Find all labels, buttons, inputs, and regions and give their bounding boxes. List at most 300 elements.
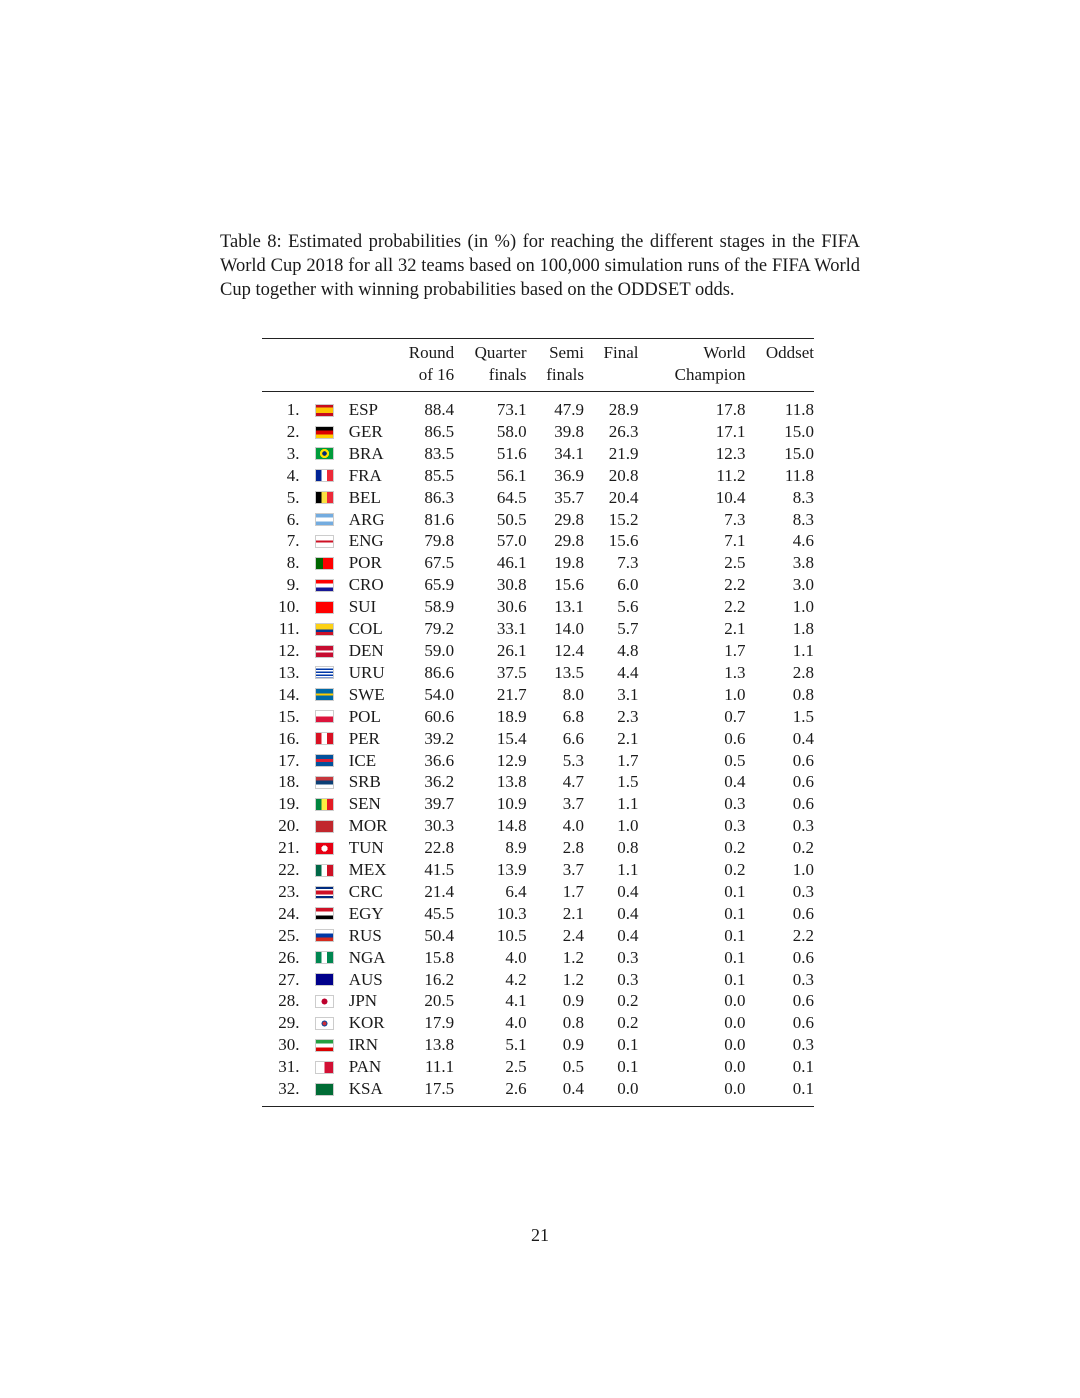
rank-cell: 29. [278, 1013, 300, 1033]
quarter-finals-value: 4.0 [505, 947, 527, 967]
oddset-value: 0.4 [792, 728, 814, 748]
round-of-16-value: 17.9 [424, 1013, 455, 1033]
rank-cell: 18. [278, 772, 300, 792]
table-row [262, 706, 814, 728]
rank-cell: 1. [286, 400, 300, 419]
world-champion-value: 0.0 [724, 991, 746, 1011]
world-champion-value: 1.0 [724, 684, 746, 704]
rank-cell: 5. [286, 487, 300, 507]
round-of-16-value: 36.6 [424, 750, 455, 770]
quarter-finals-value: 8.9 [505, 838, 527, 858]
flag-icon [315, 688, 334, 701]
team-code: CRC [348, 881, 383, 901]
rank-cell: 7. [286, 531, 300, 551]
round-of-16-value: 86.6 [424, 662, 455, 682]
team-code: URU [348, 662, 385, 682]
team-code: ENG [348, 531, 384, 551]
quarter-finals-value: 13.9 [496, 860, 527, 880]
world-champion-value: 0.1 [724, 969, 746, 989]
oddset-value: 0.1 [792, 1079, 814, 1099]
final-value: 20.8 [608, 465, 639, 485]
table-row [262, 990, 814, 1012]
team-code: GER [348, 421, 383, 441]
quarter-finals-value: 33.1 [496, 619, 527, 639]
flag-cell [300, 640, 349, 662]
table-body [262, 392, 814, 1107]
oddset-value: 0.3 [792, 969, 814, 989]
round-of-16-value: 81.6 [424, 509, 455, 529]
round-of-16-value: 50.4 [424, 925, 455, 945]
semi-finals-value: 0.4 [562, 1079, 585, 1099]
table-row [262, 793, 814, 815]
semi-finals-value: 35.7 [554, 487, 585, 507]
flag-cell [300, 947, 349, 969]
semi-finals-value: 14.0 [554, 619, 585, 639]
round-of-16-value: 17.5 [424, 1079, 455, 1099]
world-champion-value: 2.2 [724, 575, 746, 595]
team-code: POR [348, 553, 382, 573]
quarter-finals-value: 12.9 [496, 750, 527, 770]
final-value: 6.0 [617, 575, 639, 595]
world-champion-value: 1.3 [724, 662, 746, 682]
rank-cell: 3. [286, 443, 300, 463]
semi-finals-value: 0.8 [562, 1013, 585, 1033]
flag-cell [300, 1078, 349, 1106]
oddset-value: 0.6 [792, 794, 814, 814]
rank-cell: 13. [278, 662, 300, 682]
team-code: BEL [348, 487, 381, 507]
final-value: 5.6 [617, 597, 639, 617]
oddset-value: 0.6 [792, 772, 814, 792]
world-champion-value: 0.0 [724, 1035, 746, 1055]
quarter-finals-value: 46.1 [496, 553, 527, 573]
page-number: 21 [531, 1225, 549, 1245]
quarter-finals-value: 2.6 [505, 1079, 527, 1099]
quarter-finals-value: 6.4 [505, 881, 527, 901]
table-row [262, 443, 814, 465]
world-champion-value: 0.1 [724, 903, 746, 923]
round-of-16-value: 21.4 [424, 881, 455, 901]
table-row [262, 465, 814, 487]
final-value: 26.3 [608, 421, 639, 441]
flag-icon [315, 1039, 334, 1052]
rank-cell: 10. [278, 597, 300, 617]
team-code: PAN [348, 1057, 382, 1077]
oddset-value: 11.8 [784, 400, 814, 419]
flag-icon [315, 754, 334, 767]
final-value: 7.3 [617, 553, 639, 573]
flag-icon [315, 645, 334, 658]
table-row [262, 684, 814, 706]
world-champion-value: 0.5 [724, 750, 746, 770]
flag-cell [300, 552, 349, 574]
world-champion-value: 0.0 [724, 1013, 746, 1033]
table-row [262, 859, 814, 881]
team-code: BRA [348, 443, 384, 463]
oddset-value: 2.8 [792, 662, 814, 682]
header-row [262, 339, 814, 392]
quarter-finals-value: 14.8 [496, 816, 527, 836]
table-row [262, 837, 814, 859]
table-row [262, 1078, 814, 1106]
world-champion-value: 2.2 [724, 597, 746, 617]
table-row [262, 618, 814, 640]
round-of-16-value: 59.0 [424, 640, 455, 660]
world-champion-value: 2.5 [724, 553, 746, 573]
quarter-finals-value: 4.2 [505, 969, 527, 989]
flag-icon [315, 447, 334, 460]
flag-cell [300, 771, 349, 793]
round-of-16-value: 45.5 [424, 903, 455, 923]
table-row [262, 969, 814, 991]
final-value: 0.1 [617, 1035, 639, 1055]
semi-finals-value: 8.0 [562, 684, 585, 704]
team-code: ICE [348, 750, 377, 770]
flag-icon [315, 886, 334, 899]
header-quarter-finals-line2: finals [488, 365, 527, 384]
quarter-finals-value: 58.0 [496, 421, 527, 441]
semi-finals-value: 29.8 [554, 531, 585, 551]
flag-icon [315, 710, 334, 723]
round-of-16-value: 20.5 [424, 991, 455, 1011]
quarter-finals-value: 5.1 [505, 1035, 527, 1055]
quarter-finals-value: 30.8 [496, 575, 527, 595]
semi-finals-value: 13.5 [554, 662, 585, 682]
final-value: 1.5 [617, 772, 639, 792]
round-of-16-value: 15.8 [424, 947, 455, 967]
header-semi-finals-line1: Semi [549, 343, 585, 362]
rank-cell: 2. [286, 421, 300, 441]
quarter-finals-value: 37.5 [496, 662, 527, 682]
oddset-value: 3.0 [792, 575, 814, 595]
semi-finals-value: 1.2 [562, 969, 585, 989]
flag-icon [315, 513, 334, 526]
flag-cell [300, 509, 349, 531]
semi-finals-value: 6.8 [562, 706, 585, 726]
header-flag [300, 339, 349, 392]
world-champion-value: 10.4 [715, 487, 746, 507]
round-of-16-value: 79.8 [424, 531, 455, 551]
team-code: FRA [348, 465, 382, 485]
team-code: COL [348, 619, 383, 639]
flag-icon [315, 864, 334, 877]
quarter-finals-value: 56.1 [496, 465, 527, 485]
round-of-16-value: 79.2 [424, 619, 455, 639]
quarter-finals-value: 50.5 [496, 509, 527, 529]
team-code: ESP [348, 400, 379, 419]
rank-cell: 11. [278, 619, 300, 639]
quarter-finals-value: 13.8 [496, 772, 527, 792]
semi-finals-value: 1.2 [562, 947, 585, 967]
quarter-finals-value: 2.5 [505, 1057, 527, 1077]
flag-cell [300, 530, 349, 552]
quarter-finals-value: 26.1 [496, 640, 527, 660]
flag-icon [315, 404, 334, 417]
oddset-value: 11.8 [784, 465, 814, 485]
table-row [262, 530, 814, 552]
table-row [262, 1056, 814, 1078]
quarter-finals-value: 10.3 [496, 903, 527, 923]
team-code: SRB [348, 772, 381, 792]
rank-cell: 31. [278, 1057, 300, 1077]
flag-icon [315, 426, 334, 439]
rank-cell: 30. [278, 1035, 300, 1055]
world-champion-value: 0.4 [724, 772, 746, 792]
flag-cell [300, 1056, 349, 1078]
round-of-16-value: 60.6 [424, 706, 455, 726]
rank-cell: 8. [286, 553, 300, 573]
quarter-finals-value: 4.0 [505, 1013, 527, 1033]
team-code: CRO [348, 575, 384, 595]
team-code: EGY [348, 903, 384, 923]
table-row [262, 392, 814, 421]
round-of-16-value: 22.8 [424, 838, 455, 858]
flag-cell [300, 392, 349, 421]
header-semi-finals-line2: finals [546, 365, 585, 384]
world-champion-value: 7.3 [724, 509, 746, 529]
oddset-value: 8.3 [792, 509, 814, 529]
oddset-value: 0.3 [792, 1035, 814, 1055]
semi-finals-value: 0.5 [562, 1057, 585, 1077]
world-champion-value: 0.2 [724, 860, 746, 880]
world-champion-value: 0.2 [724, 838, 746, 858]
flag-cell [300, 487, 349, 509]
table-row [262, 771, 814, 793]
header-final [584, 339, 638, 392]
final-value: 2.3 [617, 706, 639, 726]
semi-finals-value: 5.3 [562, 750, 585, 770]
flag-icon [315, 623, 334, 636]
final-value: 1.1 [617, 860, 639, 880]
header-team [349, 339, 406, 392]
world-champion-value: 0.3 [724, 816, 746, 836]
world-champion-value: 1.7 [724, 640, 746, 660]
semi-finals-value: 1.7 [562, 881, 585, 901]
final-value: 4.8 [617, 640, 639, 660]
flag-cell [300, 859, 349, 881]
oddset-value: 0.3 [792, 816, 814, 836]
flag-icon [315, 469, 334, 482]
oddset-value: 0.6 [792, 947, 814, 967]
table-row [262, 925, 814, 947]
table-row [262, 903, 814, 925]
oddset-value: 1.0 [792, 597, 814, 617]
round-of-16-value: 88.4 [424, 400, 455, 419]
team-code: PER [348, 728, 380, 748]
table-row [262, 662, 814, 684]
rank-cell: 17. [278, 750, 300, 770]
probability-table [262, 338, 814, 1107]
oddset-value: 2.2 [792, 925, 814, 945]
final-value: 0.0 [617, 1079, 639, 1099]
world-champion-value: 0.3 [724, 794, 746, 814]
world-champion-value: 11.2 [716, 465, 746, 485]
header-world-champion [638, 339, 745, 392]
round-of-16-value: 54.0 [424, 684, 455, 704]
final-value: 1.0 [617, 816, 639, 836]
rank-cell: 4. [286, 465, 300, 485]
quarter-finals-value: 10.9 [496, 794, 527, 814]
semi-finals-value: 39.8 [554, 421, 585, 441]
final-value: 15.2 [608, 509, 639, 529]
team-code: JPN [348, 991, 378, 1011]
quarter-finals-value: 57.0 [496, 531, 527, 551]
final-value: 28.9 [608, 400, 639, 419]
oddset-value: 1.1 [792, 640, 814, 660]
quarter-finals-value: 51.6 [496, 443, 527, 463]
flag-icon [315, 1083, 334, 1096]
table-caption: Table 8: Estimated probabilities (in %) for reaching the different stages in the FIFA World Cup 2018 for all 32 teams based on 100,000 simulation runs of the FIFA World Cup together with winning probabilities based on the ODDSET odds. [220, 232, 860, 300]
table-row [262, 596, 814, 618]
flag-cell [300, 443, 349, 465]
round-of-16-value: 39.7 [424, 794, 455, 814]
semi-finals-value: 2.8 [562, 838, 585, 858]
flag-cell [300, 1012, 349, 1034]
semi-finals-value: 3.7 [562, 860, 585, 880]
rank-cell: 12. [278, 640, 300, 660]
world-champion-value: 2.1 [724, 619, 746, 639]
header-world-champion-line2: Champion [674, 365, 746, 384]
table-row [262, 750, 814, 772]
final-value: 5.7 [617, 619, 639, 639]
header-semi-finals [527, 339, 584, 392]
team-code: SWE [348, 684, 385, 704]
round-of-16-value: 86.5 [424, 421, 455, 441]
flag-icon [315, 820, 334, 833]
flag-cell [300, 574, 349, 596]
round-of-16-value: 83.5 [424, 443, 455, 463]
flag-cell [300, 793, 349, 815]
flag-icon [315, 1017, 334, 1030]
flag-cell [300, 925, 349, 947]
semi-finals-value: 6.6 [562, 728, 585, 748]
final-value: 0.2 [617, 1013, 639, 1033]
flag-icon [315, 666, 334, 679]
rank-cell: 22. [278, 860, 300, 880]
semi-finals-value: 19.8 [554, 553, 585, 573]
semi-finals-value: 13.1 [554, 597, 585, 617]
header-oddset-label: Oddset [765, 343, 814, 362]
final-value: 0.1 [617, 1057, 639, 1077]
quarter-finals-value: 64.5 [496, 487, 527, 507]
flag-cell [300, 684, 349, 706]
round-of-16-value: 36.2 [424, 772, 455, 792]
rank-cell: 24. [278, 903, 300, 923]
table-row [262, 509, 814, 531]
semi-finals-value: 0.9 [562, 1035, 585, 1055]
header-quarter-finals-line1: Quarter [474, 343, 527, 362]
flag-cell [300, 465, 349, 487]
flag-icon [315, 601, 334, 614]
table-row [262, 487, 814, 509]
world-champion-value: 0.6 [724, 728, 746, 748]
table-row [262, 1012, 814, 1034]
final-value: 0.4 [617, 925, 639, 945]
rank-cell: 23. [278, 881, 300, 901]
rank-cell: 32. [278, 1079, 300, 1099]
team-code: DEN [348, 640, 384, 660]
rank-cell: 21. [278, 838, 300, 858]
oddset-value: 4.6 [792, 531, 814, 551]
flag-icon [315, 951, 334, 964]
oddset-value: 15.0 [784, 421, 814, 441]
oddset-value: 1.0 [792, 860, 814, 880]
semi-finals-value: 36.9 [554, 465, 585, 485]
rank-cell: 26. [278, 947, 300, 967]
table-row [262, 1034, 814, 1056]
round-of-16-value: 11.1 [425, 1057, 455, 1077]
semi-finals-value: 0.9 [562, 991, 585, 1011]
round-of-16-value: 65.9 [424, 575, 455, 595]
flag-cell [300, 1034, 349, 1056]
rank-cell: 20. [278, 816, 300, 836]
header-oddset [746, 339, 815, 392]
final-value: 21.9 [608, 443, 639, 463]
flag-cell [300, 596, 349, 618]
oddset-value: 8.3 [792, 487, 814, 507]
flag-icon [315, 798, 334, 811]
flag-icon [315, 929, 334, 942]
final-value: 4.4 [617, 662, 639, 682]
quarter-finals-value: 73.1 [496, 400, 527, 419]
quarter-finals-value: 30.6 [496, 597, 527, 617]
quarter-finals-value: 21.7 [496, 684, 527, 704]
oddset-value: 0.6 [792, 1013, 814, 1033]
semi-finals-value: 2.4 [562, 925, 585, 945]
header-round-of-16 [406, 339, 454, 392]
semi-finals-value: 4.0 [562, 816, 585, 836]
table-row [262, 640, 814, 662]
quarter-finals-value: 10.5 [496, 925, 527, 945]
flag-icon [315, 557, 334, 570]
team-code: RUS [348, 925, 382, 945]
rank-cell: 28. [278, 991, 300, 1011]
quarter-finals-value: 18.9 [496, 706, 527, 726]
round-of-16-value: 86.3 [424, 487, 455, 507]
team-code: SEN [348, 794, 381, 814]
rank-cell: 9. [286, 575, 300, 595]
semi-finals-value: 3.7 [562, 794, 585, 814]
final-value: 0.8 [617, 838, 639, 858]
round-of-16-value: 85.5 [424, 465, 455, 485]
table-row [262, 947, 814, 969]
flag-cell [300, 618, 349, 640]
flag-cell [300, 421, 349, 443]
team-code: MOR [348, 816, 388, 836]
round-of-16-value: 16.2 [424, 969, 455, 989]
final-value: 0.2 [617, 991, 639, 1011]
semi-finals-value: 34.1 [554, 443, 585, 463]
final-value: 2.1 [617, 728, 639, 748]
table-row [262, 574, 814, 596]
team-code: SUI [348, 597, 377, 617]
team-code: ARG [348, 509, 385, 529]
world-champion-value: 12.3 [715, 443, 746, 463]
semi-finals-value: 4.7 [562, 772, 585, 792]
oddset-value: 3.8 [792, 553, 814, 573]
header-rank [262, 339, 300, 392]
team-code: KSA [348, 1079, 383, 1099]
quarter-finals-value: 15.4 [496, 728, 527, 748]
table-row [262, 881, 814, 903]
round-of-16-value: 67.5 [424, 553, 455, 573]
flag-icon [315, 842, 334, 855]
table-row [262, 815, 814, 837]
semi-finals-value: 15.6 [554, 575, 585, 595]
final-value: 0.3 [617, 969, 639, 989]
flag-icon [315, 776, 334, 789]
rank-cell: 25. [278, 925, 300, 945]
